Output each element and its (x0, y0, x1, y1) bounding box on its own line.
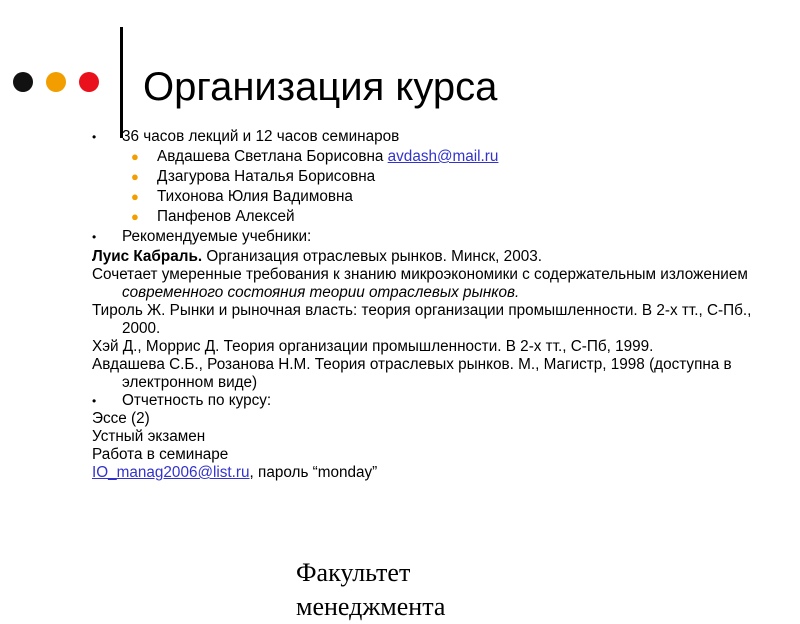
instructor-item (92, 168, 782, 186)
course-hours-item (92, 128, 782, 146)
reporting-item: Эссе (2) (92, 410, 150, 427)
textbook-author: Луис Кабраль. (92, 248, 203, 265)
course-hours-text: 36 часов лекций и 12 часов семинаров (122, 128, 400, 145)
instructor-name: Тихонова Юлия Вадимовна (157, 188, 353, 205)
orange-dot-icon (46, 72, 66, 92)
instructor-item (92, 208, 782, 226)
textbook-note (92, 266, 782, 302)
instructor-item (92, 148, 782, 166)
bullet-icon: • (92, 230, 97, 244)
textbook-entry: Авдашева С.Б., Розанова Н.М. Теория отраслевых рынков. М., Магистр, 1998 (доступна в электронном виде) (92, 356, 732, 391)
reporting-heading: Отчетность по курсу: (122, 392, 272, 409)
reporting-item: Устный экзамен (92, 428, 206, 445)
footer-line: Факультет (296, 558, 411, 587)
textbook-entry: Тироль Ж. Рынки и рыночная власть: теория организации промышленности. В 2-х тт., С-Пб., 2000. (92, 302, 752, 337)
slide-content (92, 128, 782, 482)
textbook-title: Организация отраслевых рынков. Минск, 2003. (202, 248, 542, 265)
textbook-note-emphasis: современного состояния теории отраслевых рынков. (122, 284, 520, 301)
orange-bullet-icon: ● (131, 169, 139, 184)
bullet-icon: • (92, 130, 97, 144)
textbook-entry (92, 248, 782, 266)
footer-faculty (296, 556, 716, 621)
title-decoration-dots (13, 72, 99, 94)
reporting-item: Работа в семинаре (92, 446, 229, 463)
reporting-heading-item (92, 392, 782, 410)
orange-bullet-icon: ● (131, 209, 139, 224)
textbook-entry: Хэй Д., Моррис Д. Теория организации промышленности. В 2-х тт., С-Пб, 1999. (92, 338, 654, 355)
instructor-name: Авдашева Светлана Борисовна (157, 148, 388, 165)
orange-bullet-icon: ● (131, 189, 139, 204)
footer-line: менеджмента (296, 592, 446, 621)
textbook-note-text: Сочетает умеренные требования к знанию микроэкономики с содержательным изложением (92, 266, 748, 283)
instructor-name: Панфенов Алексей (157, 208, 295, 225)
bullet-icon: • (92, 394, 97, 408)
password-text: , пароль “monday” (249, 464, 378, 481)
textbooks-heading: Рекомендуемые учебники: (122, 228, 312, 245)
title-divider-line (120, 27, 123, 138)
instructor-item (92, 188, 782, 206)
orange-bullet-icon: ● (131, 149, 139, 164)
instructor-name: Дзагурова Наталья Борисовна (157, 168, 376, 185)
group-email-link[interactable]: IO_manag2006@list.ru (92, 464, 250, 481)
slide-title: Организация курса (143, 65, 498, 109)
red-dot-icon (79, 72, 99, 92)
instructor-email-link[interactable]: avdash@mail.ru (387, 148, 499, 165)
group-email-line (92, 464, 782, 482)
textbooks-heading-item (92, 228, 782, 246)
black-dot-icon (13, 72, 33, 92)
